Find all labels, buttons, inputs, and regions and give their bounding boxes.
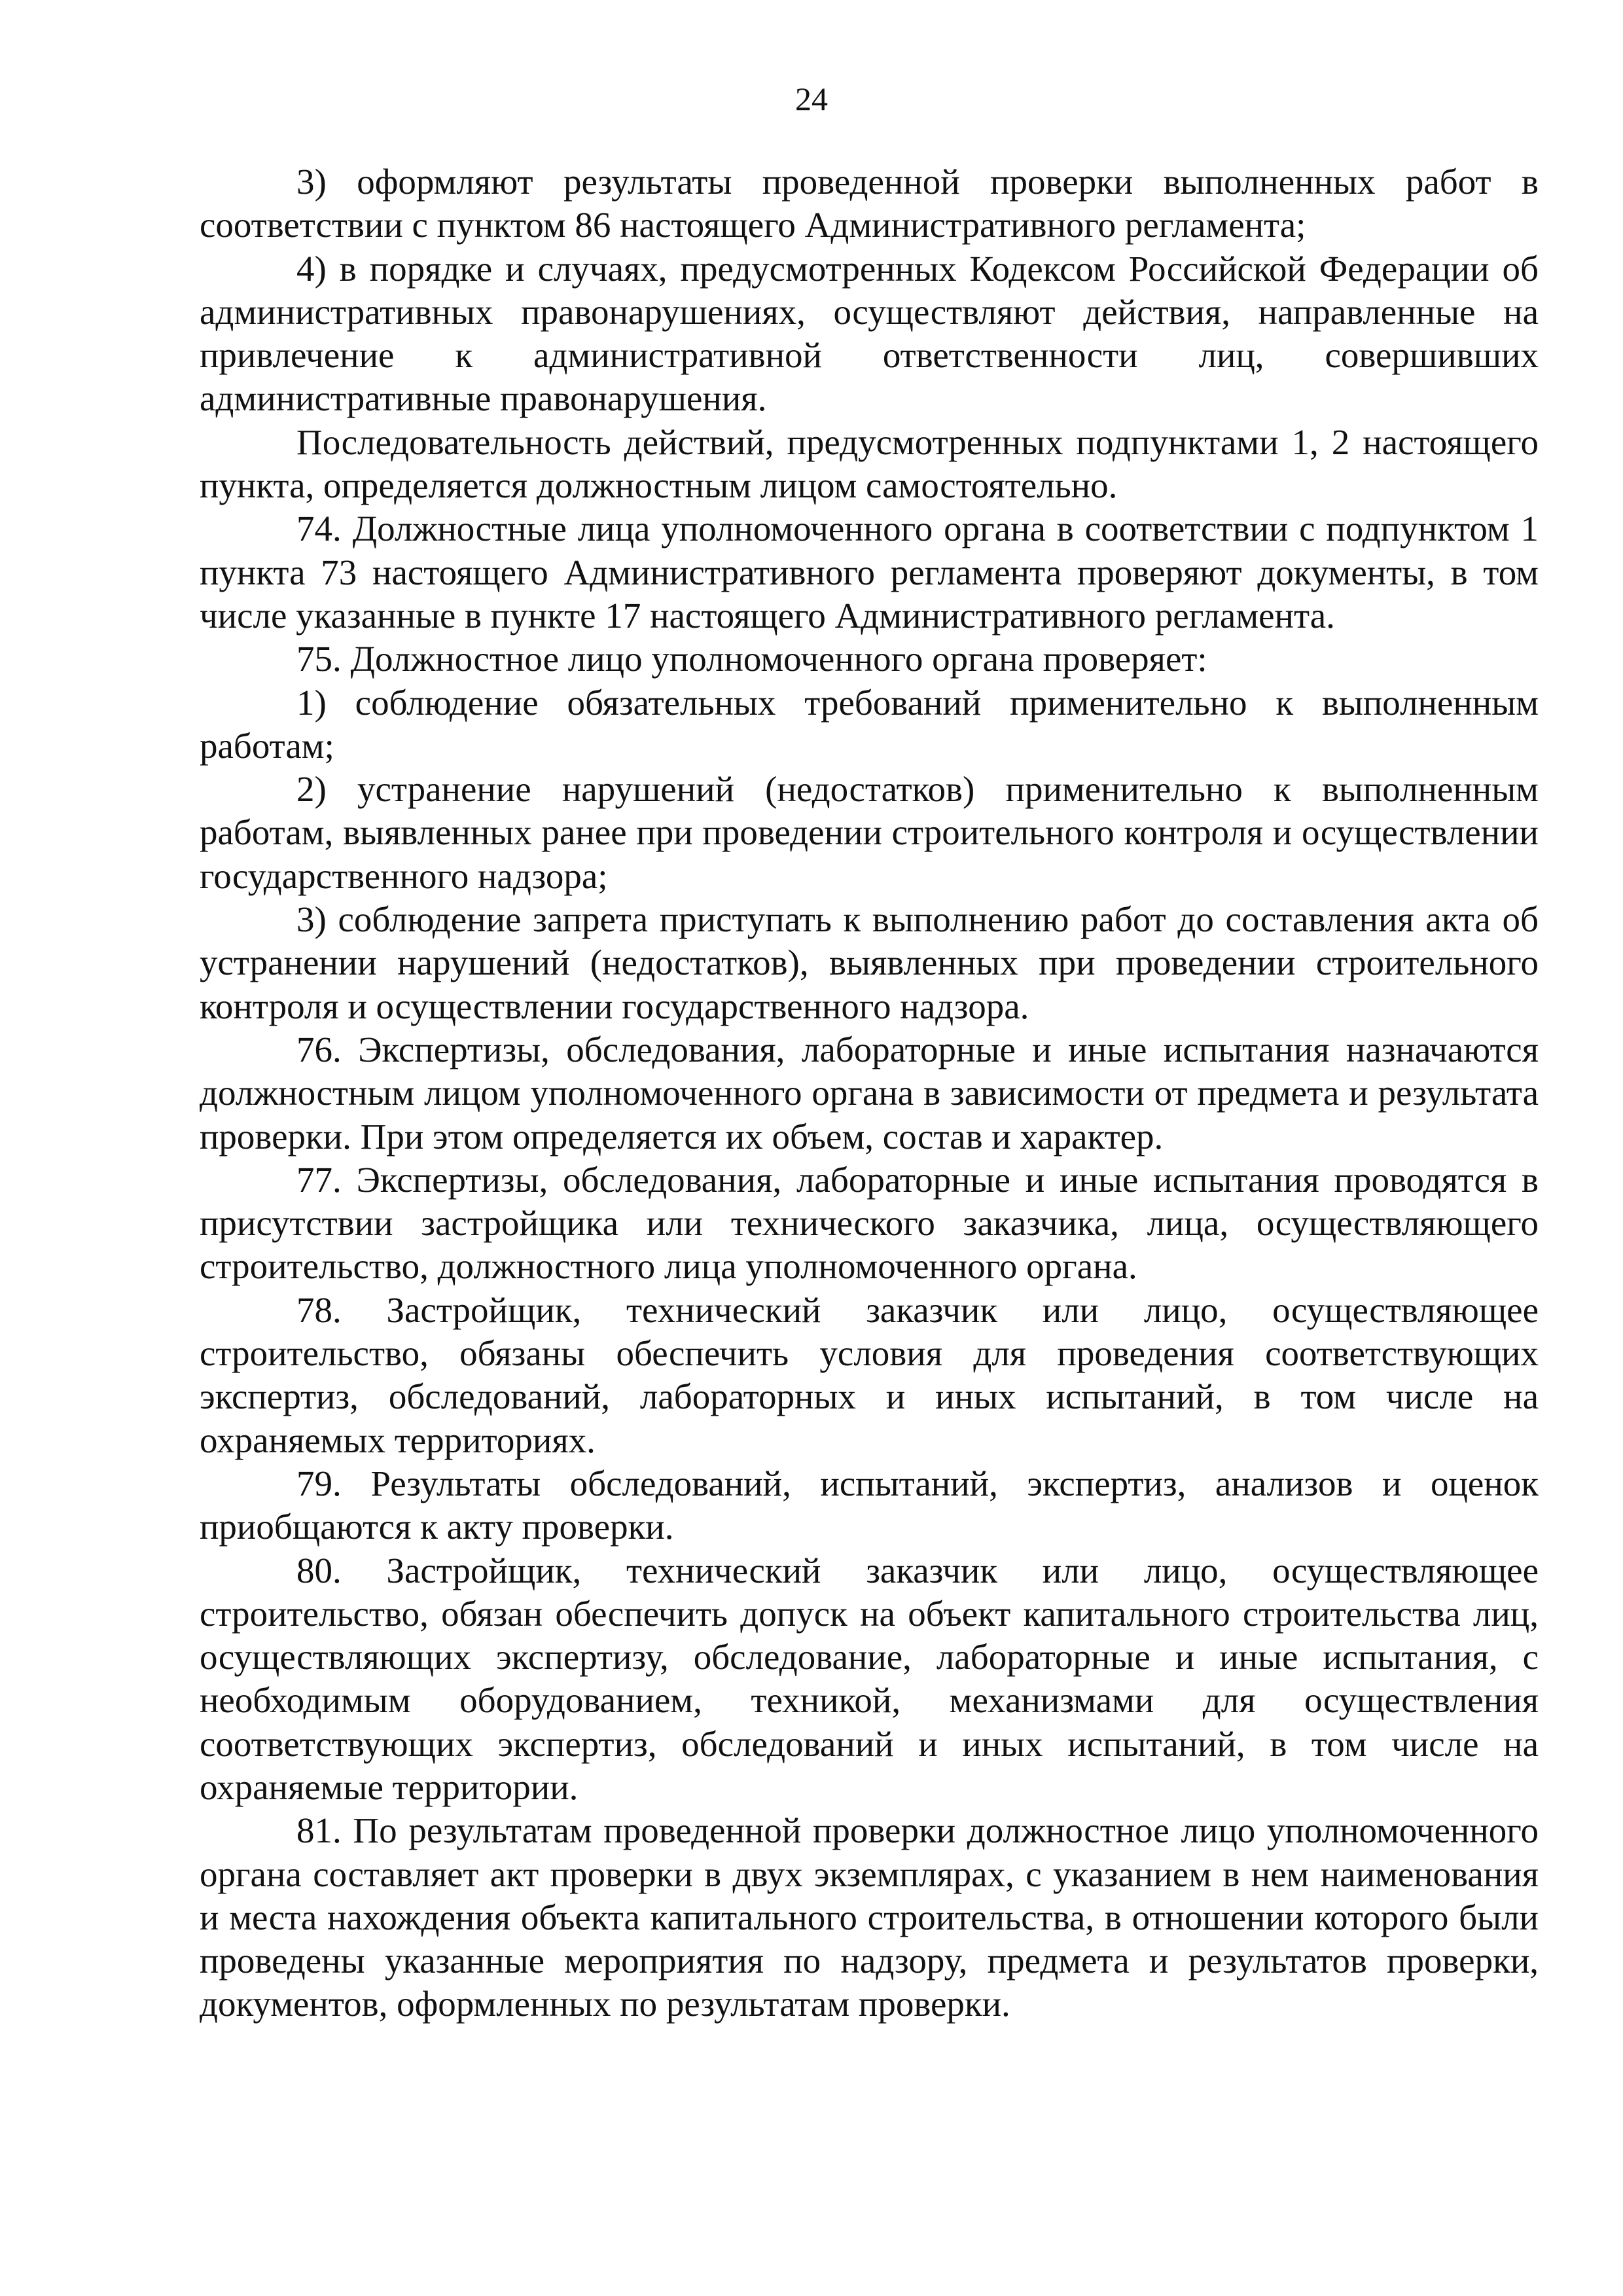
paragraph-80: 80. Застройщик, технический заказчик или лицо, осуществляющее строительство, обязан обеспечить допуск на объект капитального строительства лиц, осуществляющих экспертизу, обследование, лабораторные и иные испытания, с необходимым оборудованием, техникой, механизмами для осуществления соответствующих экспертиз, обследований и иных испытаний, в том числе на охраняемые территории. xyxy=(200,1550,1539,1807)
paragraph-item-3: 3) оформляют результаты проведенной проверки выполненных работ в соответствии с пунктом 86 настоящего Административного регламента; xyxy=(200,162,1539,245)
paragraph-81: 81. По результатам проведенной проверки должностное лицо уполномоченного органа составляет акт проверки в двух экземплярах, с указанием в нем наименования и места нахождения объекта капитального строительства, в отношении которого были проведены указанные мероприятия по надзору, предмета и результатов проверки, документов, оформленных по результатам проверки. xyxy=(200,1810,1539,2024)
document-body xyxy=(200,160,1539,2026)
paragraph-78: 78. Застройщик, технический заказчик или лицо, осуществляющее строительство, обязаны обеспечить условия для проведения соответствующих экспертиз, обследований, лабораторных и иных испытаний, в том числе на охраняемых территориях. xyxy=(200,1289,1539,1460)
paragraph-sequence-note: Последовательность действий, предусмотренных подпунктами 1, 2 настоящего пункта, определяется должностным лицом самостоятельно. xyxy=(200,422,1539,506)
paragraph-75: 75. Должностное лицо уполномоченного органа проверяет: xyxy=(296,639,1207,679)
paragraph-75-item-3: 3) соблюдение запрета приступать к выполнению работ до составления акта об устранении нарушений (недостатков), выявленных при проведении строительного контроля и осуществлении государственного надзора. xyxy=(200,899,1539,1026)
paragraph-77: 77. Экспертизы, обследования, лабораторные и иные испытания проводятся в присутствии застройщика или технического заказчика, лица, осуществляющего строительство, должностного лица уполномоченного органа. xyxy=(200,1159,1539,1287)
paragraph-74: 74. Должностные лица уполномоченного органа в соответствии с подпунктом 1 пункта 73 настоящего Административного регламента проверяют документы, в том числе указанные в пункте 17 настоящего Административного регламента. xyxy=(200,509,1539,636)
paragraph-75-item-2: 2) устранение нарушений (недостатков) применительно к выполненным работам, выявленных ранее при проведении строительного контроля и осуществлении государственного надзора; xyxy=(200,769,1539,896)
paragraph-76: 76. Экспертизы, обследования, лабораторные и иные испытания назначаются должностным лицом уполномоченного органа в зависимости от предмета и результата проверки. При этом определяется их объем, состав и характер. xyxy=(200,1029,1539,1157)
paragraph-75-item-1: 1) соблюдение обязательных требований применительно к выполненным работам; xyxy=(200,682,1539,766)
paragraph-item-4: 4) в порядке и случаях, предусмотренных Кодексом Российской Федерации об административных правонарушениях, осуществляют действия, направленные на привлечение к административной ответственности лиц, совершивших административные правонарушения. xyxy=(200,248,1539,419)
paragraph-79: 79. Результаты обследований, испытаний, экспертиз, анализов и оценок приобщаются к акту проверки. xyxy=(200,1463,1539,1547)
page-number: 24 xyxy=(795,81,828,117)
